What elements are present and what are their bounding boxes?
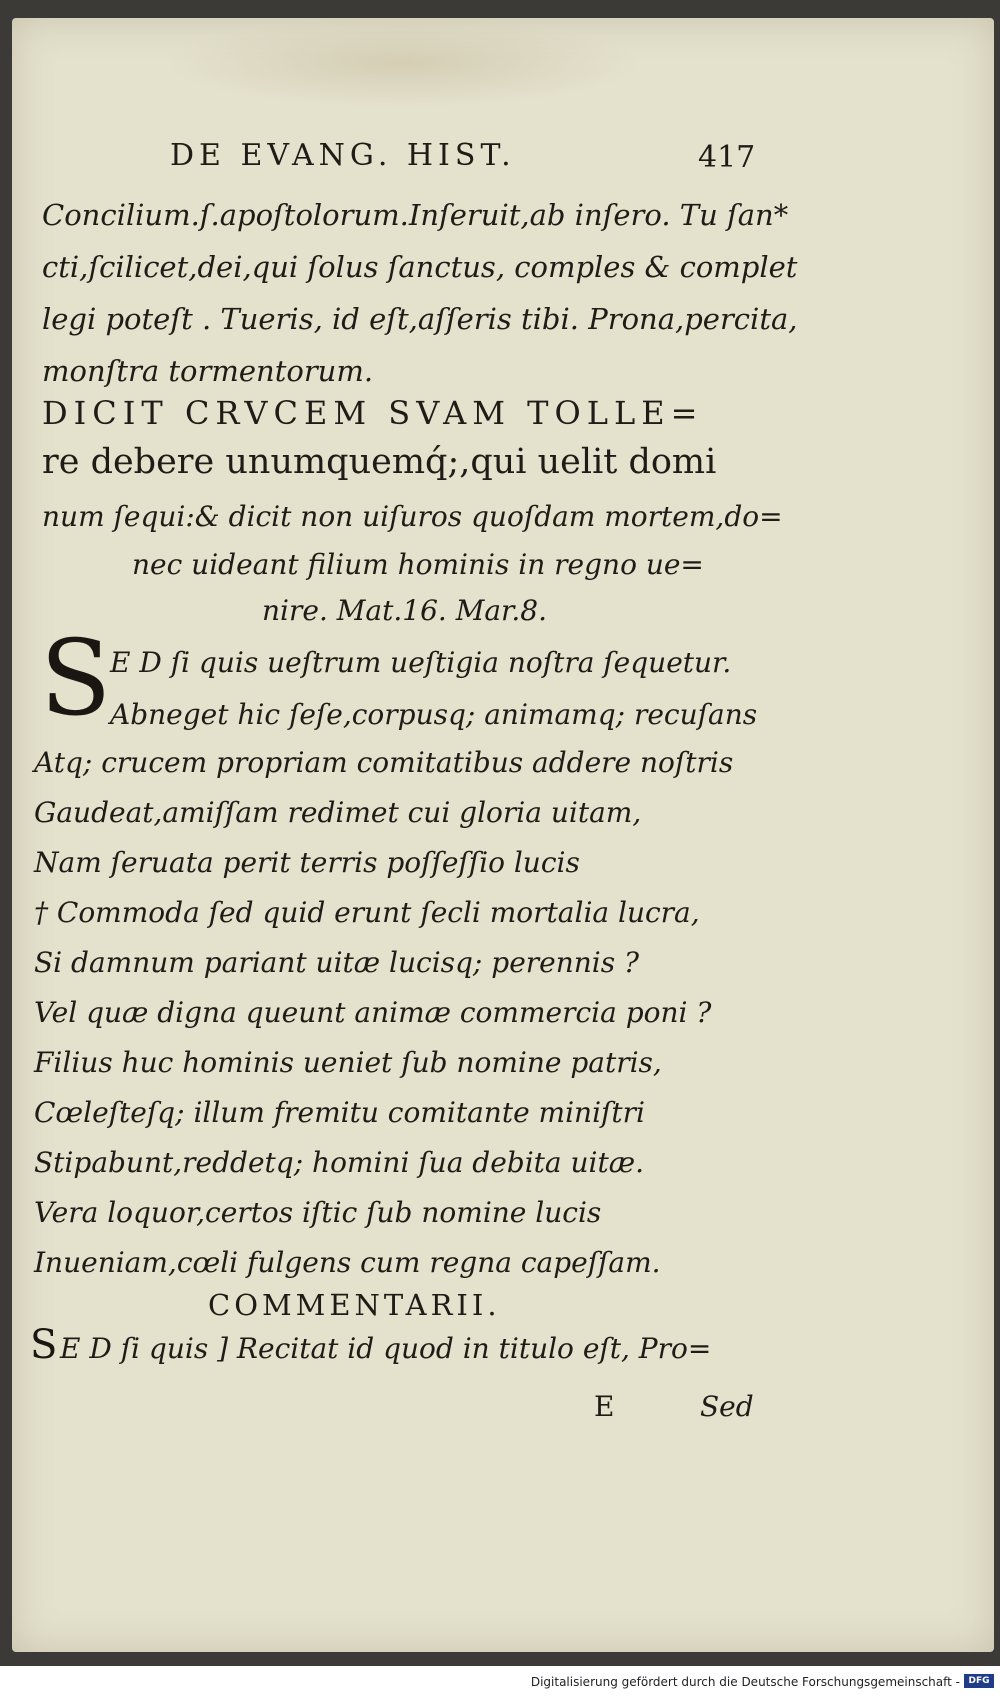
verse-line-9: Filius huc hominis ueniet ſub nomine patris,	[34, 1046, 662, 1079]
text-line-2: cti,ſcilicet,dei,qui ſolus ſanctus, comples & complet	[42, 250, 798, 284]
chapter-heading-line-2: re debere unumquemq́;,qui uelit domi	[42, 442, 717, 482]
chapter-heading-line-5: nire. Mat.16. Mar.8.	[262, 594, 547, 627]
page-stain	[162, 18, 642, 108]
verse-line-1: E D ſi quis ueſtrum ueſtigia noſtra ſequetur.	[110, 646, 732, 679]
verse-line-7: Si damnum pariant uitæ lucisq; perennis ?	[34, 946, 640, 979]
verse-line-11: Stipabunt,reddetq; homini ſua debita uitæ.	[34, 1146, 644, 1179]
footer-bar	[0, 1666, 1000, 1698]
verse-line-10: Cœleſteſq; illum fremitu comitante miniſtri	[34, 1096, 645, 1129]
verse-line-6: † Commoda ſed quid erunt ſecli mortalia lucra,	[34, 896, 700, 929]
small-capital-s: S	[30, 1322, 58, 1368]
chapter-heading-line-3: num ſequi:& dicit non uiſuros quoſdam mortem,do=	[42, 500, 783, 533]
dfg-logo: DFG	[964, 1674, 994, 1688]
verse-line-12: Vera loquor,certos iſtic ſub nomine lucis	[34, 1196, 602, 1229]
verse-line-4: Gaudeat,amiſſam redimet cui gloria uitam,	[34, 796, 642, 829]
chapter-heading-line-4: nec uideant filium hominis in regno ue=	[132, 548, 704, 581]
verse-line-2: Abneget hic ſeſe,corpusq; animamq; recuſans	[110, 698, 758, 731]
drop-capital: S	[40, 617, 112, 739]
text-line-1: Concilium.ſ.apoſtolorum.Inſeruit,ab inſero. Tu ſan*	[42, 198, 789, 232]
footer-credit: Digitalisierung gefördert durch die Deutsche Forschungsgemeinschaft -	[530, 1675, 960, 1689]
commentary-line-1: E D ſi quis ] Recitat id quod in titulo eſt, Pro=	[60, 1332, 712, 1365]
chapter-heading-line-1: DICIT CRVCEM SVAM TOLLE=	[42, 394, 704, 432]
text-line-4: monſtra tormentorum.	[42, 354, 374, 388]
running-head: DE EVANG. HIST.	[170, 138, 516, 173]
verse-line-13: Inueniam,cœli fulgens cum regna capeſſam.	[34, 1246, 661, 1279]
section-heading: COMMENTARII.	[208, 1288, 501, 1322]
page-number: 417	[698, 140, 756, 175]
verse-line-3: Atq; crucem propriam comitatibus addere noſtris	[34, 746, 734, 779]
text-line-3: legi poteſt . Tueris, id eſt,aſſeris tibi. Prona,percita,	[42, 302, 798, 336]
verse-line-8: Vel quæ digna queunt animæ commercia poni ?	[34, 996, 712, 1029]
verse-line-5: Nam ſeruata perit terris poſſeſſio lucis	[34, 846, 580, 879]
signature-mark: E	[594, 1390, 615, 1423]
catchword: Sed	[700, 1390, 754, 1423]
